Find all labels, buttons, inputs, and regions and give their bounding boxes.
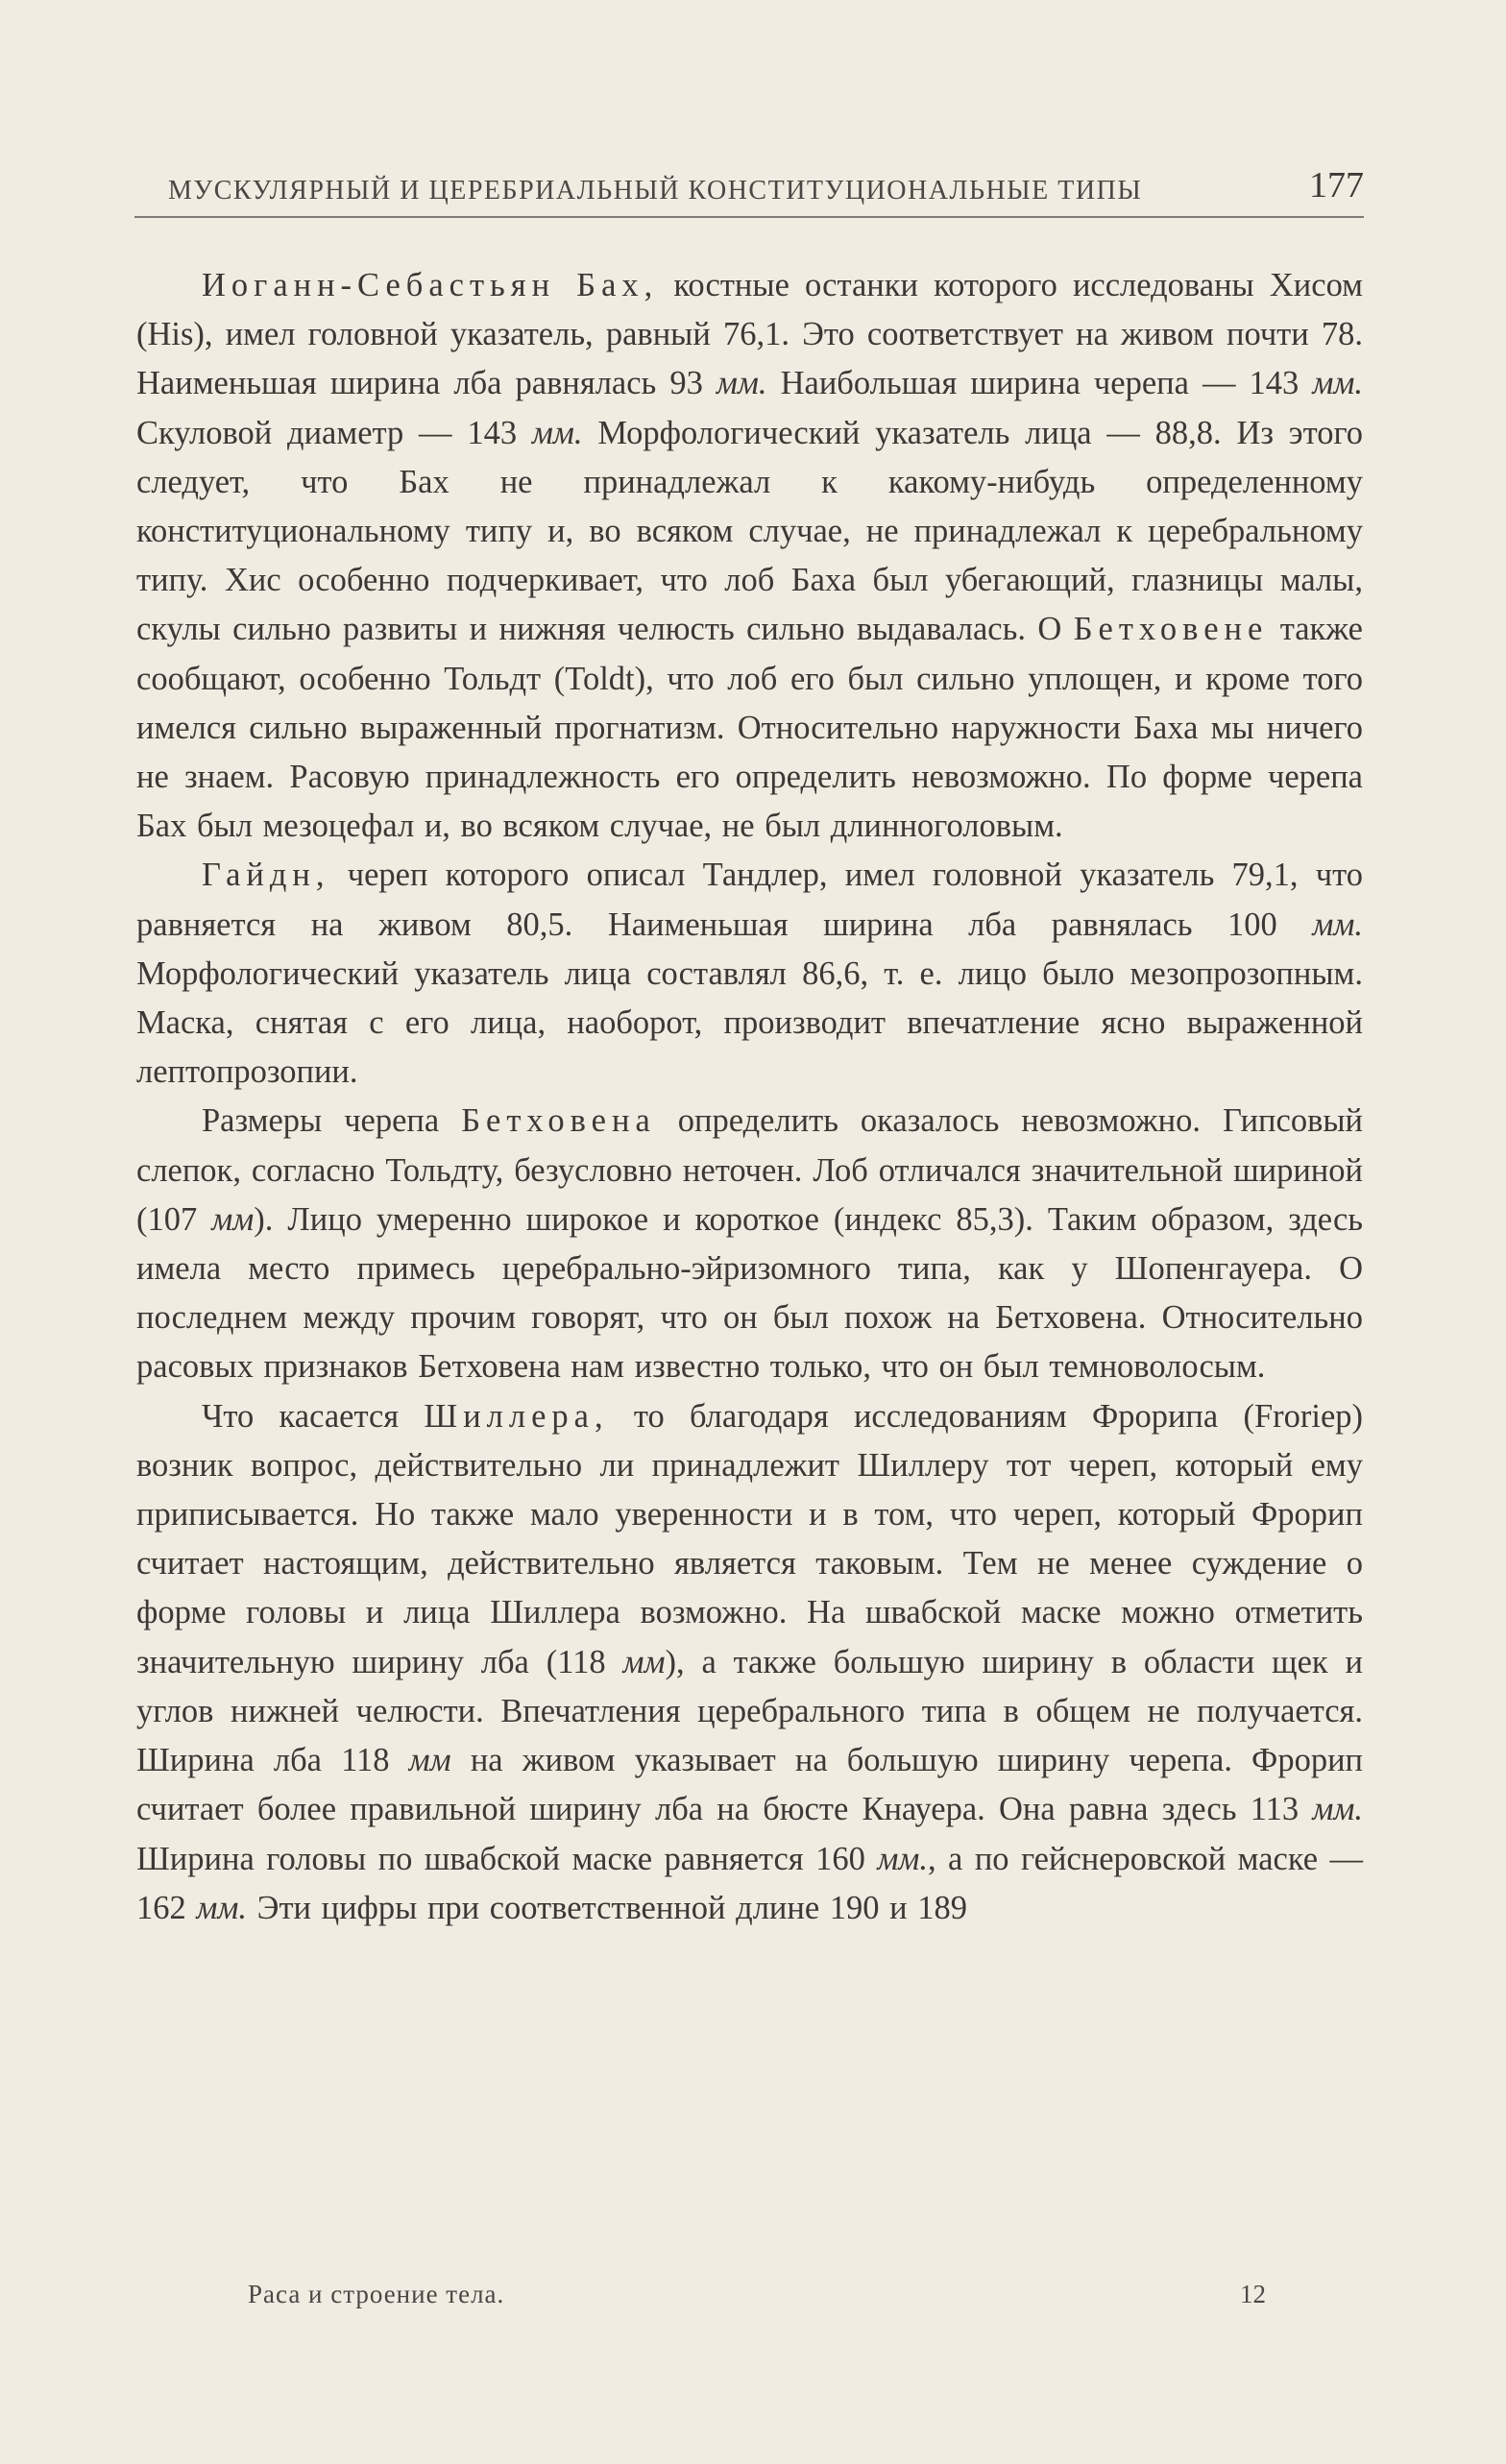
- name-beethoven: Бетховене: [1073, 611, 1269, 648]
- paragraph-bach: [136, 261, 1363, 851]
- text-run: Размеры черепа: [202, 1102, 462, 1140]
- unit-mm: мм.: [531, 414, 583, 451]
- text-run: Скуловой диаметр — 143: [136, 414, 532, 451]
- unit-mm: мм.: [1312, 1791, 1363, 1828]
- page-number: 177: [1309, 165, 1364, 205]
- unit-mm: мм: [211, 1200, 255, 1238]
- text-run: Что касается: [202, 1397, 425, 1435]
- running-title: МУСКУЛЯРНЫЙ И ЦЕРЕБРИАЛЬНЫЙ КОНСТИТУЦИОНАЛЬНЫЕ ТИПЫ: [168, 176, 1143, 205]
- signature-mark: 12: [1240, 2280, 1266, 2308]
- name-schiller: Шиллера,: [424, 1397, 609, 1435]
- text-run: ), а также большую ширину в области щек и углов нижней челюсти. Впечатления церебрального типа в общем не получается. Ширина лба 118: [136, 1643, 1363, 1779]
- text-run: череп которого описал Тандлер, имел головной указатель 79,1, что равняется на живом 80,5. Наименьшая ширина лба равнялась 100: [136, 857, 1363, 943]
- text-run: на живом указывает на большую ширину черепа. Фрорип считает более правильной ширину лба на бюсте Кнауера. Она равна здесь 113: [136, 1742, 1363, 1828]
- text-run: определить оказалось невозможно. Гипсовый слепок, согласно Тольдту, безусловно неточен. Лоб отличался значительной шириной (107: [136, 1102, 1363, 1238]
- main-text: [136, 261, 1363, 1933]
- text-run: Наибольшая ширина черепа — 143: [766, 365, 1313, 402]
- text-run: Эти цифры при соответственной длине 190 и 189: [247, 1889, 967, 1926]
- paragraph-beethoven: [136, 1097, 1363, 1391]
- text-run: то благодаря исследованиям Фрорипа (Froriep) возник вопрос, действительно ли принадлежит Шиллеру тот череп, который ему приписывается. Но также мало уверенности и в том, что череп, который Фрорип считает настоящим, действительно является таковым. Тем не менее суждение о форме головы и лица Шиллера возможно. На швабской маске можно отметить значительную ширину лба (118: [136, 1397, 1363, 1680]
- book-title-footer: Раса и строение тела.: [248, 2280, 505, 2308]
- unit-mm: мм.: [1312, 365, 1363, 402]
- text-run: Ширина головы по швабской маске равняется 160: [136, 1840, 878, 1877]
- unit-mm: мм.: [877, 1840, 928, 1877]
- unit-mm: мм.: [716, 365, 767, 402]
- text-run: ). Лицо умеренно широкое и короткое (индекс 85,3). Таким образом, здесь имела место примесь церебрально-эйризомного типа, как у Шопенгауера. О последнем между прочим говорят, что он был похож на Бетховена. Относительно расовых признаков Бетховена нам известно только, что он был темноволосым.: [136, 1200, 1363, 1386]
- unit-mm: мм.: [196, 1889, 248, 1926]
- name-bach: Иоганн-Себастьян Бах,: [202, 267, 659, 303]
- text-run: костные останки которого исследованы Хисом (His), имел головной указатель, равный 76,1. Это соответствует на живом почти 78. Наименьшая ширина лба равнялась 93: [136, 267, 1363, 402]
- paragraph-schiller: [136, 1392, 1363, 1933]
- unit-mm: мм: [622, 1643, 666, 1680]
- unit-mm: мм: [408, 1742, 451, 1779]
- name-haydn: Гайдн,: [202, 857, 330, 894]
- text-run: , а по гейснеровской маске — 162: [136, 1840, 1364, 1926]
- text-run: Морфологический указатель лица составлял 86,6, т. е. лицо было мезопрозопным. Маска, снятая с его лица, наоборот, производит впечатление ясно выраженной лептопрозопии.: [136, 954, 1363, 1091]
- paragraph-haydn: [136, 851, 1363, 1097]
- text-run: также сообщают, особенно Тольдт (Toldt), что лоб его был сильно уплощен, и кроме того имелся сильно выраженный прогнатизм. Относительно наружности Баха мы ничего не знаем. Расовую принадлежность его определить невозможно. По форме черепа Бах был мезоцефал и, во всяком случае, не был длинноголовым.: [136, 611, 1363, 845]
- running-header: [134, 158, 1364, 218]
- text-run: Морфологический указатель лица — 88,8. Из этого следует, что Бах не принадлежал к какому-нибудь определенному конституциональному типу и, во всяком случае, не принадлежал к церебральному типу. Хис особенно подчеркивает, что лоб Баха был убегающий, глазницы малы, скулы сильно развиты и нижняя челюсть сильно выдавалась. О: [136, 414, 1363, 648]
- name-beethoven: Бетховена: [461, 1102, 656, 1140]
- unit-mm: мм.: [1312, 906, 1363, 943]
